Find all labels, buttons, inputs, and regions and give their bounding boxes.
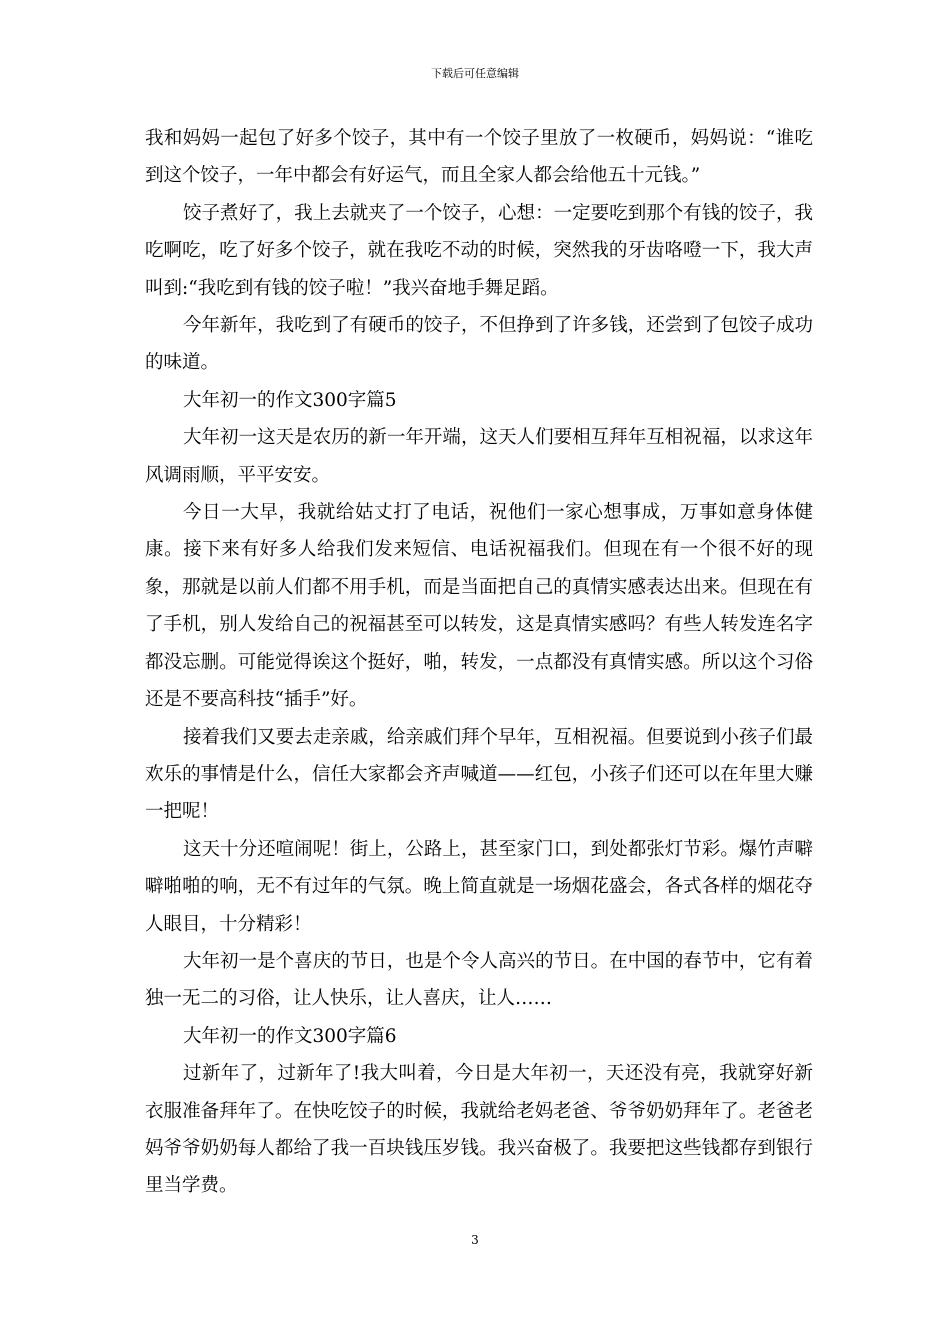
paragraph: 今日一大早，我就给姑丈打了电话，祝他们一家心想事成，万事如意身体健康。接下来有好多人给我们发来短信、电话祝福我们。但现在有一个很不好的现象，那就是以前人们都不用手机，而是当面把自己的真情实感表达出来。但现在有了手机，别人发给自己的祝福甚至可以转发，这是真情实感吗？有些人转发连名字都没忘删。可能觉得诶这个挺好，啪，转发，一点都没有真情实感。所以这个习俗还是不要高科技“插手”好。 — [145, 502, 813, 711]
paragraph: 接着我们又要去走亲戚，给亲戚们拜个早年，互相祝福。但要说到小孩子们最欢乐的事情是什么，信任大家都会齐声喊道——红包，小孩子们还可以在年里大赚一把呢！ — [145, 726, 813, 823]
section-heading: 大年初一的作文300字篇6 — [183, 1025, 397, 1047]
paragraph: 这天十分还喧闹呢！街上，公路上，甚至家门口，到处都张灯节彩。爆竹声噼噼啪啪的响，无不有过年的气氛。晚上简直就是一场烟花盛会，各式各样的烟花夺人眼目，十分精彩！ — [145, 838, 813, 935]
paragraph: 今年新年，我吃到了有硬币的饺子，不但挣到了许多钱，还尝到了包饺子成功的味道。 — [145, 315, 813, 374]
paragraph: 大年初一这天是农历的新一年开端，这天人们要相互拜年互相祝福，以求这年风调雨顺，平平安安。 — [145, 427, 813, 486]
document-body — [145, 120, 813, 1205]
section-heading: 大年初一的作文300字篇5 — [183, 389, 397, 411]
paragraph: 饺子煮好了，我上去就夹了一个饺子，心想：一定要吃到那个有钱的饺子，我吃啊吃，吃了好多个饺子，就在我吃不动的时候，突然我的牙齿咯噔一下，我大声叫到:“我吃到有钱的饺子啦！”我兴奋地手舞足蹈。 — [145, 202, 813, 299]
page-header: 下载后可任意编辑 — [431, 67, 519, 80]
paragraph-continued: 我和妈妈一起包了好多个饺子，其中有一个饺子里放了一枚硬币，妈妈说：“谁吃到这个饺子，一年中都会有好运气，而且全家人都会给他五十元钱。” — [145, 128, 813, 187]
paragraph: 过新年了，过新年了!我大叫着，今日是大年初一，天还没有亮，我就穿好新衣服准备拜年了。在快吃饺子的时候，我就给老妈老爸、爷爷奶奶拜年了。老爸老妈爷爷奶奶每人都给了我一百块钱压岁钱。我兴奋极了。我要把这些钱都存到银行里当学费。 — [145, 1063, 813, 1197]
page-number: 3 — [471, 1233, 479, 1247]
paragraph: 大年初一是个喜庆的节日，也是个令人高兴的节日。在中国的春节中，它有着独一无二的习俗，让人快乐，让人喜庆，让人…… — [145, 950, 813, 1010]
